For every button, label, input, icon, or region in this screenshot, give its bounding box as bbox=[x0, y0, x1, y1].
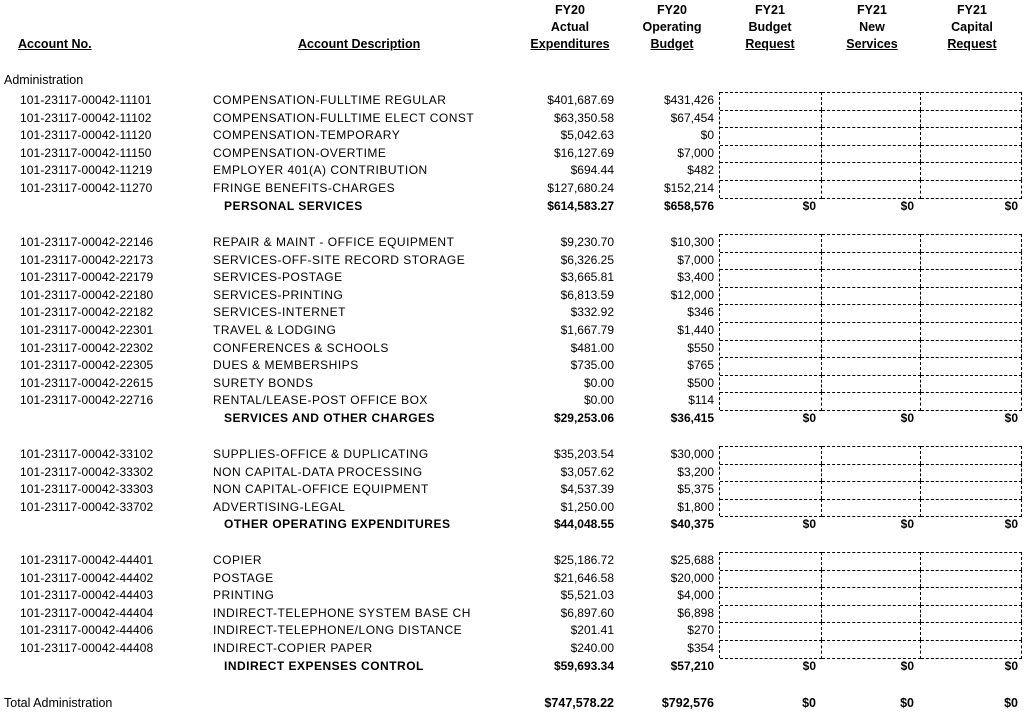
entry-cell[interactable] bbox=[921, 446, 1022, 464]
entry-cell[interactable] bbox=[822, 481, 921, 499]
account-description: RENTAL/LEASE-POST OFFICE BOX bbox=[213, 393, 428, 408]
subtotal-capital: $0 bbox=[1004, 198, 1018, 213]
fy20-actual-value: $63,350.58 bbox=[553, 110, 614, 125]
account-number: 101-23117-00042-44402 bbox=[20, 570, 154, 585]
fy20-budget-value: $482 bbox=[687, 163, 714, 178]
entry-cell[interactable] bbox=[822, 162, 921, 180]
entry-cell[interactable] bbox=[921, 481, 1022, 499]
account-description: COMPENSATION-OVERTIME bbox=[213, 145, 387, 160]
header-fy21-capital: FY21 Capital Request bbox=[947, 3, 997, 51]
subtotal-actual: $44,048.55 bbox=[553, 517, 614, 532]
entry-cell[interactable] bbox=[822, 92, 921, 110]
account-description: COMPENSATION-FULLTIME ELECT CONST bbox=[213, 110, 475, 125]
account-description: EMPLOYER 401(A) CONTRIBUTION bbox=[213, 163, 428, 178]
entry-cell[interactable] bbox=[921, 587, 1022, 605]
account-description: PRINTING bbox=[213, 588, 275, 603]
fy20-actual-value: $201.41 bbox=[570, 623, 614, 638]
account-number: 101-23117-00042-33702 bbox=[20, 499, 154, 514]
subtotal-budget: $57,210 bbox=[670, 658, 714, 673]
subtotal-actual: $614,583.27 bbox=[547, 198, 614, 213]
fy20-budget-value: $30,000 bbox=[670, 447, 714, 461]
account-description: INDIRECT-TELEPHONE/LONG DISTANCE bbox=[213, 623, 463, 638]
total-budget: $792,576 bbox=[661, 696, 714, 710]
entry-cell[interactable] bbox=[822, 252, 921, 270]
entry-cell[interactable] bbox=[921, 145, 1022, 163]
account-description: INDIRECT-TELEPHONE SYSTEM BASE CH bbox=[213, 605, 471, 620]
entry-cell[interactable] bbox=[822, 605, 921, 623]
entry-cell[interactable] bbox=[822, 234, 921, 252]
account-description: NON CAPITAL-OFFICE EQUIPMENT bbox=[213, 482, 429, 497]
fy20-actual-value: $4,537.39 bbox=[560, 482, 614, 497]
fy20-budget-value: $431,426 bbox=[663, 93, 714, 107]
account-description: NON CAPITAL-DATA PROCESSING bbox=[213, 464, 423, 479]
account-number: 101-23117-00042-44406 bbox=[20, 623, 154, 638]
entry-cell[interactable] bbox=[822, 622, 921, 640]
entry-cell[interactable] bbox=[822, 127, 921, 145]
account-description: SERVICES-INTERNET bbox=[213, 305, 346, 320]
fy20-actual-value: $5,042.63 bbox=[560, 128, 614, 143]
entry-cell[interactable] bbox=[921, 570, 1022, 588]
entry-cell[interactable] bbox=[720, 499, 822, 518]
header-fy21-request: FY21 Budget Request bbox=[745, 3, 795, 51]
subtotal-request: $0 bbox=[802, 517, 816, 532]
header-account-description: Account Description bbox=[298, 37, 421, 51]
account-description: SERVICES-PRINTING bbox=[213, 287, 344, 302]
fy20-actual-value: $6,813.59 bbox=[560, 287, 614, 302]
fy20-budget-value: $12,000 bbox=[670, 287, 714, 302]
entry-cell[interactable] bbox=[822, 145, 921, 163]
entry-cell[interactable] bbox=[822, 287, 921, 305]
account-number: 101-23117-00042-11150 bbox=[20, 145, 152, 160]
entry-cell[interactable] bbox=[720, 322, 822, 340]
entry-cell[interactable] bbox=[720, 481, 822, 499]
account-number: 101-23117-00042-11102 bbox=[20, 110, 152, 125]
header-fy20-budget: FY20 Operating Budget bbox=[642, 3, 702, 51]
entry-cell[interactable] bbox=[822, 304, 921, 322]
fy20-actual-value: $694.44 bbox=[570, 163, 614, 178]
fy20-budget-value: $270 bbox=[687, 623, 714, 638]
account-description: POSTAGE bbox=[213, 570, 274, 585]
account-number: 101-23117-00042-22146 bbox=[20, 235, 154, 249]
subtotal-budget: $36,415 bbox=[670, 411, 714, 425]
entry-cell[interactable] bbox=[720, 92, 822, 110]
entry-cell[interactable] bbox=[921, 357, 1022, 375]
account-description: CONFERENCES & SCHOOLS bbox=[213, 340, 389, 355]
total-capital: $0 bbox=[1004, 696, 1018, 710]
account-number: 101-23117-00042-33102 bbox=[20, 447, 154, 461]
entry-cell[interactable] bbox=[720, 570, 822, 588]
header-fy21-new: FY21 New Services bbox=[846, 3, 898, 51]
fy20-actual-value: $6,897.60 bbox=[560, 605, 614, 620]
account-number: 101-23117-00042-22180 bbox=[20, 287, 154, 302]
account-description: SURETY BONDS bbox=[213, 375, 314, 390]
subtotal-new: $0 bbox=[900, 411, 914, 425]
fy20-budget-value: $3,200 bbox=[677, 464, 714, 479]
fy20-budget-value: $550 bbox=[687, 340, 714, 355]
account-number: 101-23117-00042-22615 bbox=[20, 375, 154, 390]
account-number: 101-23117-00042-44404 bbox=[20, 605, 154, 620]
entry-cell[interactable] bbox=[720, 552, 822, 570]
fy20-actual-value: $1,250.00 bbox=[560, 499, 614, 514]
entry-cell[interactable] bbox=[822, 340, 921, 358]
fy21-entry-grid bbox=[719, 552, 1022, 658]
account-number: 101-23117-00042-22182 bbox=[20, 305, 154, 320]
entry-cell[interactable] bbox=[822, 570, 921, 588]
account-number: 101-23117-00042-11219 bbox=[20, 163, 153, 178]
entry-cell[interactable] bbox=[720, 587, 822, 605]
fy20-actual-value: $735.00 bbox=[570, 358, 614, 373]
entry-cell[interactable] bbox=[720, 252, 822, 270]
entry-cell[interactable] bbox=[921, 392, 1022, 411]
fy20-budget-value: $67,454 bbox=[670, 110, 714, 125]
subtotal-new: $0 bbox=[900, 658, 914, 673]
subtotal-label: SERVICES AND OTHER CHARGES bbox=[224, 411, 436, 425]
entry-cell[interactable] bbox=[921, 162, 1022, 180]
entry-cell[interactable] bbox=[921, 92, 1022, 110]
entry-cell[interactable] bbox=[720, 180, 822, 199]
entry-cell[interactable] bbox=[822, 375, 921, 393]
fy20-budget-value: $25,688 bbox=[670, 553, 714, 567]
subtotal-row bbox=[0, 198, 1024, 215]
subtotal-budget: $658,576 bbox=[663, 198, 714, 213]
fy20-actual-value: $6,326.25 bbox=[560, 252, 614, 267]
account-number: 101-23117-00042-33303 bbox=[20, 482, 154, 497]
account-description: COMPENSATION-FULLTIME REGULAR bbox=[213, 93, 447, 107]
entry-cell[interactable] bbox=[720, 640, 822, 659]
account-number: 101-23117-00042-22301 bbox=[20, 323, 154, 337]
fy20-budget-value: $354 bbox=[687, 641, 714, 655]
entry-cell[interactable] bbox=[720, 269, 822, 287]
entry-cell[interactable] bbox=[720, 446, 822, 464]
subtotal-capital: $0 bbox=[1004, 658, 1018, 673]
section-title: Administration bbox=[4, 73, 84, 87]
account-number: 101-23117-00042-44403 bbox=[20, 588, 154, 603]
fy20-budget-value: $1,800 bbox=[677, 499, 714, 514]
entry-cell[interactable] bbox=[822, 180, 921, 199]
fy20-budget-value: $346 bbox=[687, 305, 714, 320]
entry-cell[interactable] bbox=[921, 375, 1022, 393]
fy20-actual-value: $5,521.03 bbox=[560, 588, 614, 603]
fy20-actual-value: $240.00 bbox=[570, 641, 614, 655]
subtotal-new: $0 bbox=[900, 517, 914, 532]
entry-cell[interactable] bbox=[921, 340, 1022, 358]
fy20-budget-value: $20,000 bbox=[670, 570, 714, 585]
fy20-budget-value: $500 bbox=[687, 375, 714, 390]
fy20-actual-value: $0.00 bbox=[583, 393, 614, 408]
fy20-actual-value: $0.00 bbox=[583, 375, 614, 390]
account-description: DUES & MEMBERSHIPS bbox=[213, 358, 359, 373]
entry-cell[interactable] bbox=[921, 252, 1022, 270]
entry-cell[interactable] bbox=[921, 110, 1022, 128]
account-number: 101-23117-00042-11101 bbox=[20, 93, 152, 107]
entry-cell[interactable] bbox=[921, 180, 1022, 199]
total-row bbox=[0, 695, 1024, 712]
account-number: 101-23117-00042-22305 bbox=[20, 358, 154, 373]
subtotal-actual: $29,253.06 bbox=[553, 411, 614, 425]
account-description: FRINGE BENEFITS-CHARGES bbox=[213, 181, 396, 195]
fy20-actual-value: $3,057.62 bbox=[560, 464, 614, 479]
header-account-no: Account No. bbox=[18, 37, 92, 51]
entry-cell[interactable] bbox=[822, 392, 921, 411]
fy20-budget-value: $114 bbox=[688, 393, 714, 408]
subtotal-row bbox=[0, 410, 1024, 427]
fy20-actual-value: $127,680.24 bbox=[547, 181, 614, 195]
account-number: 101-23117-00042-22302 bbox=[20, 340, 154, 355]
subtotal-row bbox=[0, 516, 1024, 533]
entry-cell[interactable] bbox=[720, 605, 822, 623]
entry-cell[interactable] bbox=[921, 304, 1022, 322]
entry-cell[interactable] bbox=[921, 234, 1022, 252]
fy20-budget-value: $7,000 bbox=[677, 252, 714, 267]
fy21-entry-grid bbox=[719, 446, 1022, 516]
total-label: Total Administration bbox=[4, 696, 113, 710]
entry-cell[interactable] bbox=[720, 357, 822, 375]
header-fy20-actual: FY20 Actual Expenditures bbox=[530, 3, 610, 51]
account-description: ADVERTISING-LEGAL bbox=[213, 499, 346, 514]
subtotal-request: $0 bbox=[802, 411, 816, 425]
fy20-actual-value: $16,127.69 bbox=[553, 145, 614, 160]
subtotal-label: PERSONAL SERVICES bbox=[224, 198, 363, 213]
entry-cell[interactable] bbox=[720, 340, 822, 358]
account-number: 101-23117-00042-44401 bbox=[20, 553, 154, 567]
fy20-budget-value: $7,000 bbox=[677, 145, 714, 160]
entry-cell[interactable] bbox=[822, 552, 921, 570]
entry-cell[interactable] bbox=[720, 287, 822, 305]
account-number: 101-23117-00042-22179 bbox=[20, 270, 154, 285]
subtotal-label: INDIRECT EXPENSES CONTROL bbox=[224, 658, 424, 673]
fy20-actual-value: $9,230.70 bbox=[560, 235, 614, 249]
entry-cell[interactable] bbox=[822, 322, 921, 340]
fy20-actual-value: $35,203.54 bbox=[553, 447, 614, 461]
fy20-budget-value: $5,375 bbox=[677, 482, 714, 497]
total-actual: $747,578.22 bbox=[544, 696, 614, 710]
total-request: $0 bbox=[802, 696, 816, 710]
fy20-actual-value: $21,646.58 bbox=[553, 570, 614, 585]
account-description: INDIRECT-COPIER PAPER bbox=[213, 641, 373, 655]
entry-cell[interactable] bbox=[921, 499, 1022, 518]
entry-cell[interactable] bbox=[822, 269, 921, 287]
entry-cell[interactable] bbox=[720, 110, 822, 128]
entry-cell[interactable] bbox=[822, 464, 921, 482]
subtotal-request: $0 bbox=[802, 658, 816, 673]
entry-cell[interactable] bbox=[720, 622, 822, 640]
entry-cell[interactable] bbox=[921, 287, 1022, 305]
entry-cell[interactable] bbox=[822, 587, 921, 605]
entry-cell[interactable] bbox=[720, 145, 822, 163]
fy20-budget-value: $3,400 bbox=[677, 270, 714, 285]
fy20-budget-value: $0 bbox=[700, 128, 714, 143]
entry-cell[interactable] bbox=[720, 464, 822, 482]
fy20-actual-value: $332.92 bbox=[570, 305, 614, 320]
fy20-budget-value: $4,000 bbox=[677, 588, 714, 603]
subtotal-request: $0 bbox=[802, 198, 816, 213]
subtotal-capital: $0 bbox=[1004, 411, 1018, 425]
entry-cell[interactable] bbox=[822, 357, 921, 375]
entry-cell[interactable] bbox=[921, 127, 1022, 145]
entry-cell[interactable] bbox=[822, 446, 921, 464]
entry-cell[interactable] bbox=[921, 322, 1022, 340]
fy21-entry-grid bbox=[719, 92, 1022, 198]
account-description: SERVICES-POSTAGE bbox=[213, 270, 343, 285]
fy20-budget-value: $10,300 bbox=[670, 235, 714, 249]
subtotal-actual: $59,693.34 bbox=[553, 658, 614, 673]
entry-cell[interactable] bbox=[720, 234, 822, 252]
fy20-actual-value: $481.00 bbox=[570, 340, 614, 355]
subtotal-label: OTHER OPERATING EXPENDITURES bbox=[224, 517, 451, 532]
entry-cell[interactable] bbox=[720, 127, 822, 145]
account-description: REPAIR & MAINT - OFFICE EQUIPMENT bbox=[213, 235, 455, 249]
entry-cell[interactable] bbox=[822, 640, 921, 659]
fy20-budget-value: $765 bbox=[687, 358, 714, 373]
account-description: COMPENSATION-TEMPORARY bbox=[213, 128, 401, 143]
entry-cell[interactable] bbox=[720, 304, 822, 322]
entry-cell[interactable] bbox=[921, 269, 1022, 287]
subtotal-budget: $40,375 bbox=[670, 517, 714, 532]
account-description: SUPPLIES-OFFICE & DUPLICATING bbox=[213, 447, 429, 461]
account-description: COPIER bbox=[213, 553, 263, 567]
entry-cell[interactable] bbox=[720, 375, 822, 393]
fy21-entry-grid bbox=[719, 234, 1022, 410]
entry-cell[interactable] bbox=[720, 392, 822, 411]
entry-cell[interactable] bbox=[921, 464, 1022, 482]
account-number: 101-23117-00042-11120 bbox=[20, 128, 152, 143]
fy20-budget-value: $6,898 bbox=[677, 605, 714, 620]
subtotal-new: $0 bbox=[900, 198, 914, 213]
account-description: TRAVEL & LODGING bbox=[213, 323, 337, 337]
fy20-actual-value: $25,186.72 bbox=[553, 553, 614, 567]
entry-cell[interactable] bbox=[921, 605, 1022, 623]
subtotal-capital: $0 bbox=[1004, 517, 1018, 532]
account-description: SERVICES-OFF-SITE RECORD STORAGE bbox=[213, 252, 466, 267]
account-number: 101-23117-00042-11270 bbox=[20, 181, 153, 195]
fy20-actual-value: $3,665.81 bbox=[560, 270, 614, 285]
fy20-budget-value: $1,440 bbox=[677, 323, 714, 337]
entry-cell[interactable] bbox=[921, 552, 1022, 570]
entry-cell[interactable] bbox=[921, 622, 1022, 640]
fy20-actual-value: $1,667.79 bbox=[560, 323, 614, 337]
fy20-budget-value: $152,214 bbox=[663, 181, 714, 195]
entry-cell[interactable] bbox=[720, 162, 822, 180]
account-number: 101-23117-00042-33302 bbox=[20, 464, 154, 479]
entry-cell[interactable] bbox=[822, 499, 921, 518]
fy20-actual-value: $401,687.69 bbox=[547, 93, 614, 107]
subtotal-row bbox=[0, 658, 1024, 675]
entry-cell[interactable] bbox=[921, 640, 1022, 659]
total-new: $0 bbox=[900, 696, 914, 710]
account-number: 101-23117-00042-22716 bbox=[20, 393, 154, 408]
account-number: 101-23117-00042-44408 bbox=[20, 641, 154, 655]
entry-cell[interactable] bbox=[822, 110, 921, 128]
account-number: 101-23117-00042-22173 bbox=[20, 252, 154, 267]
